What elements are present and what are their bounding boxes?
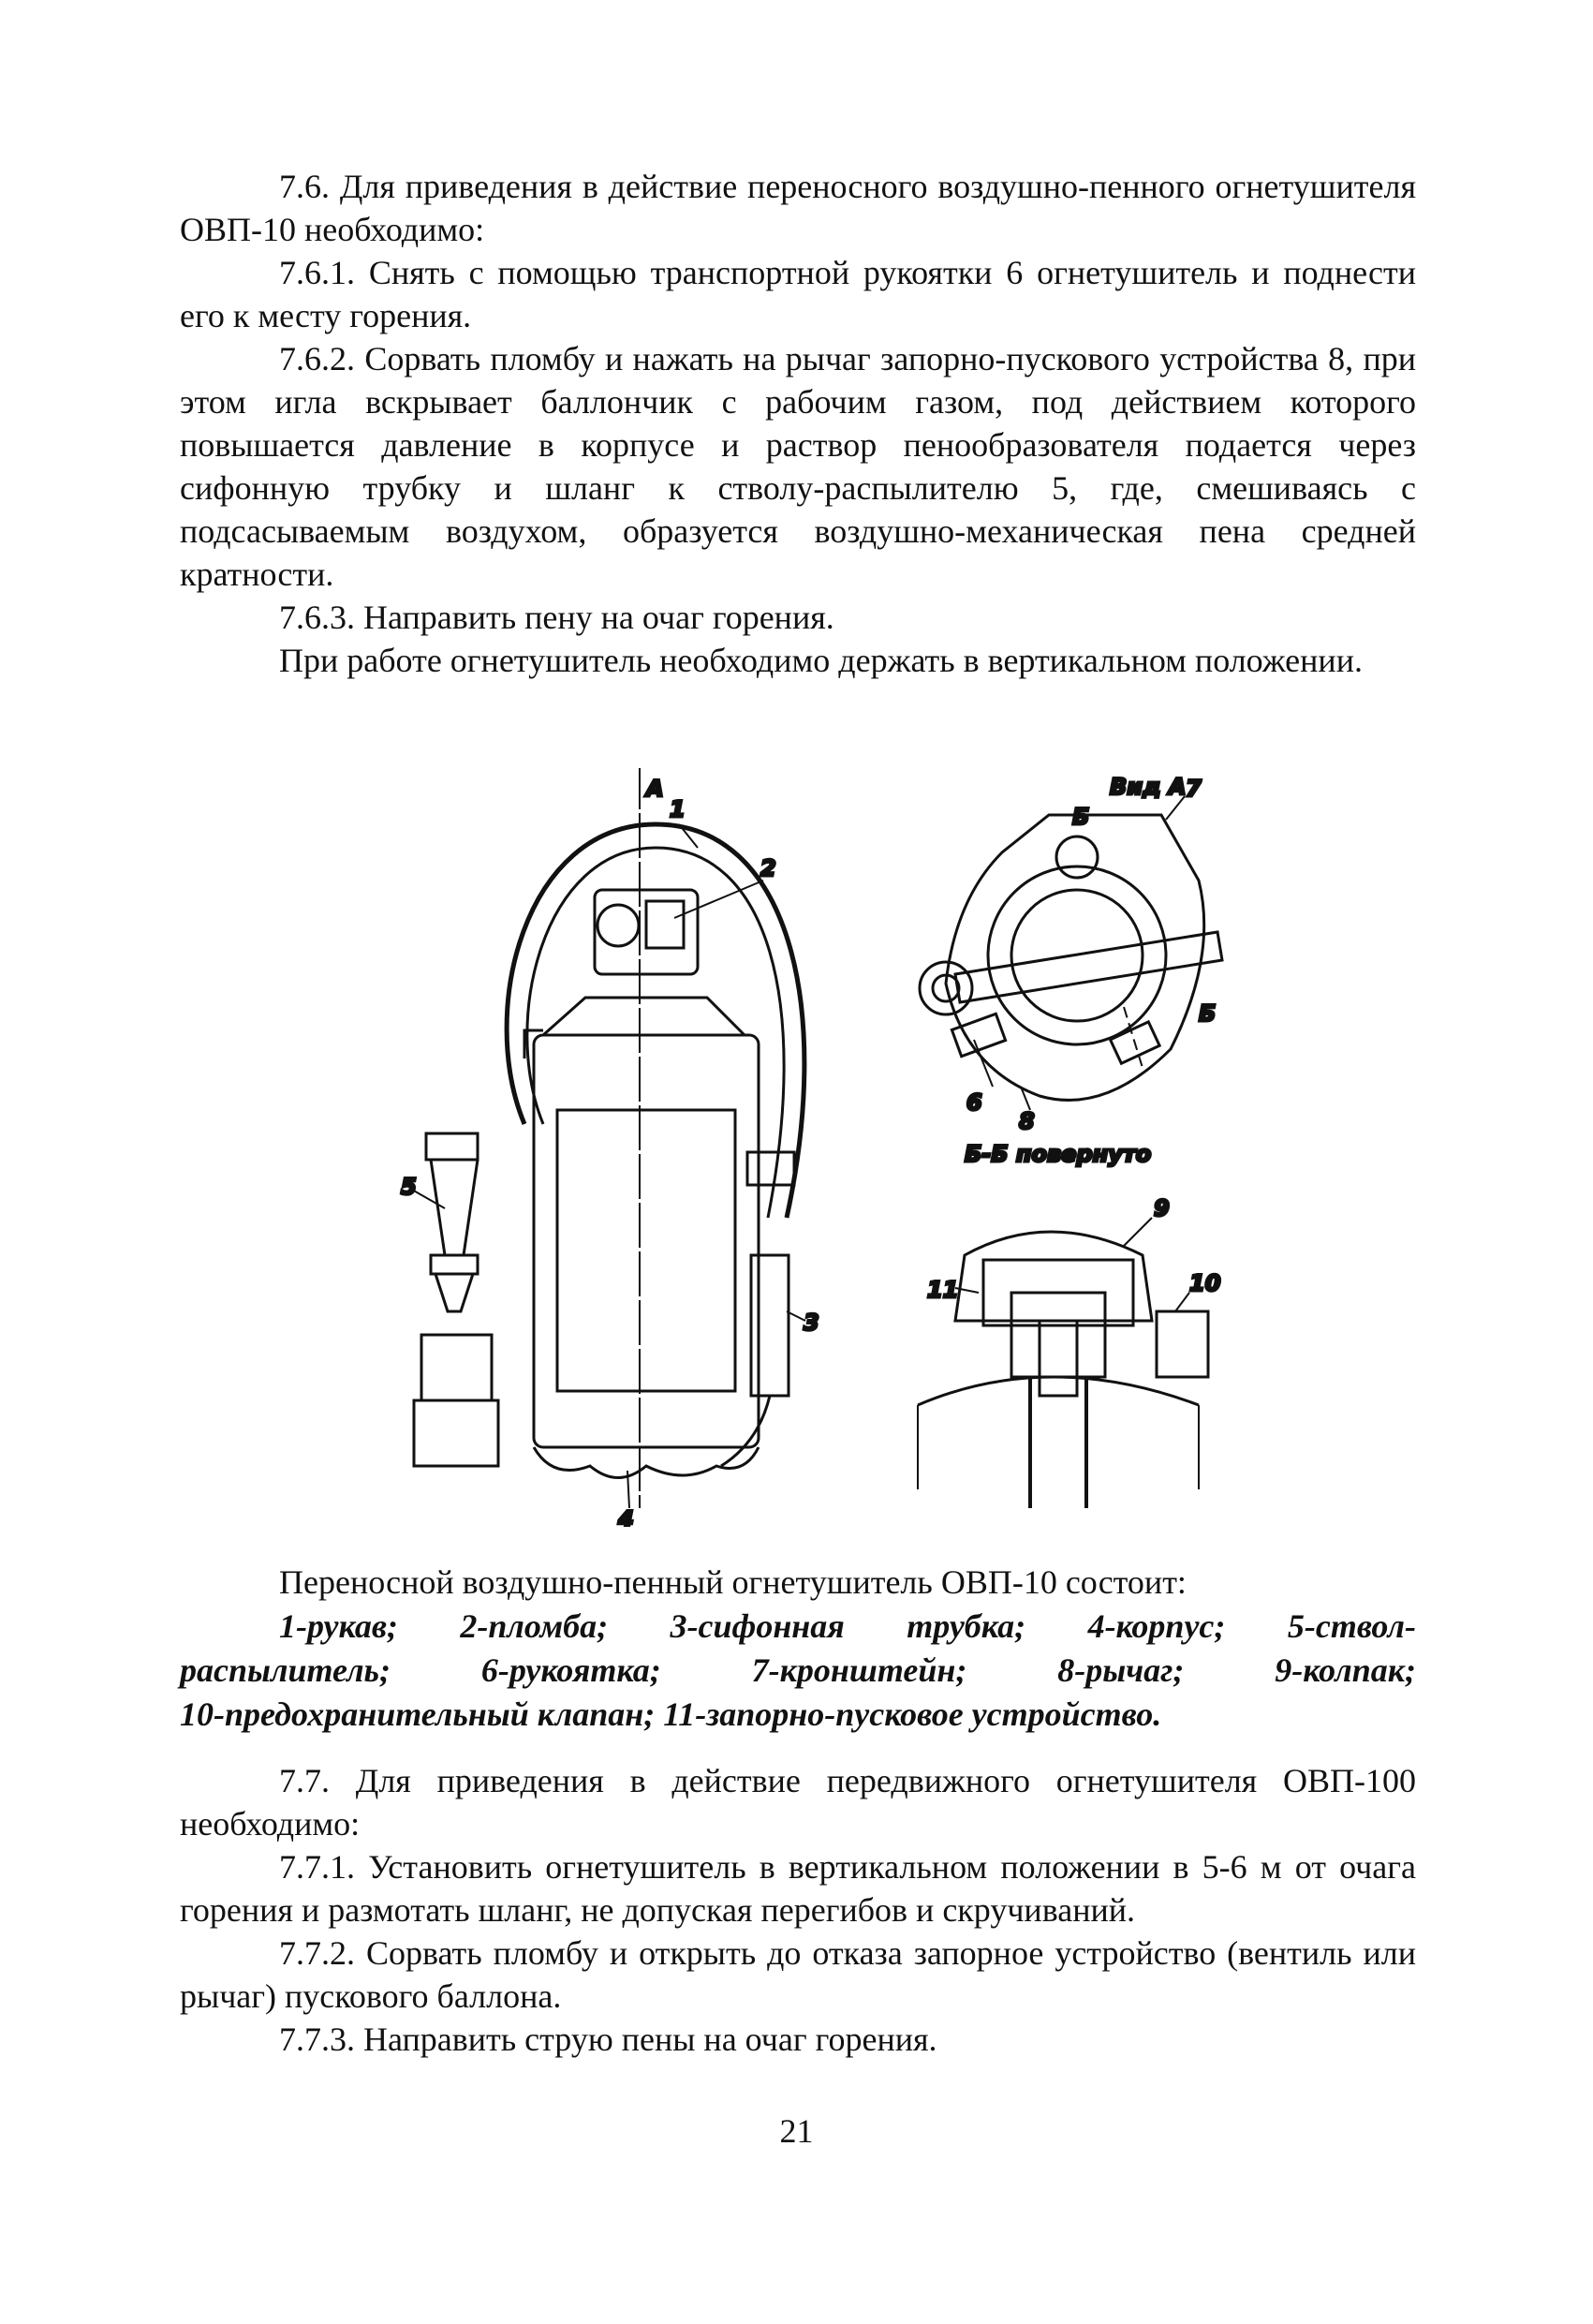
callout-6: 6 xyxy=(966,1089,982,1116)
paragraph-7-6-3: 7.6.3. Направить пену на очаг горения. xyxy=(279,599,834,636)
paragraph-7-6-1: 7.6.1. Снять с помощью транспортной рукоятки 6 огнетушитель и поднести его к месту горения. xyxy=(180,254,1416,334)
paragraph-7-7-2: 7.7.2. Сорвать пломбу и открыть до отказа запорное устройство (вентиль или рычаг) пускового баллона. xyxy=(180,1934,1416,2015)
callout-1: 1 xyxy=(670,796,686,822)
callout-10: 10 xyxy=(1189,1270,1221,1296)
paragraph-7-6-2: 7.6.2. Сорвать пломбу и нажать на рычаг запорно-пускового устройства 8, при этом игла вскрывает баллончик с рабочим газом, под действием которого повышается давление в корпусе и раствор пенообразователя подается через сифонную трубку и шланг к стволу-распылителю 5, где, смешиваясь с подсасываемым воздухом, образуется воздушно-механическая пена средней кратности. xyxy=(180,340,1416,593)
paragraph-7-6: 7.6. Для приведения в действие переносного воздушно-пенного огнетушителя ОВП-10 необходимо: xyxy=(180,168,1416,248)
paragraph-vertical-note: При работе огнетушитель необходимо держать в вертикальном положении. xyxy=(279,642,1363,679)
side-view xyxy=(414,768,804,1508)
section-bb xyxy=(918,1232,1208,1508)
callout-11: 11 xyxy=(927,1277,959,1303)
caption-parts-list xyxy=(180,1605,1416,1737)
paragraph-7-7-1: 7.7.1. Установить огнетушитель в вертикальном положении в 5-6 м от очага горения и размотать шланг, не допуская перегибов и скручиваний. xyxy=(180,1848,1416,1929)
callout-4: 4 xyxy=(618,1506,634,1527)
callout-7: 7 xyxy=(1186,776,1202,802)
view-a xyxy=(920,815,1222,1100)
label-section-bb: Б-Б повернуто xyxy=(965,1141,1152,1167)
extinguisher-drawing xyxy=(393,768,1442,1527)
label-b-side: Б xyxy=(1199,1000,1217,1027)
caption-line-2: распылитель; 6-рукоятка; 7-кронштейн; 8-рычаг; 9-колпак; xyxy=(180,1651,1416,1689)
paragraph-7-7-3: 7.7.3. Направить струю пены на очаг горения. xyxy=(279,2021,937,2058)
page-number: 21 xyxy=(779,2112,814,2150)
section-7-6 xyxy=(180,165,1416,682)
label-b-top: Б xyxy=(1072,804,1090,830)
extinguisher-figure xyxy=(393,768,1442,1527)
figure-caption xyxy=(180,1561,1416,1737)
caption-line-1: 1-рукав; 2-пломба; 3-сифонная трубка; 4-корпус; 5-ствол- xyxy=(279,1607,1416,1645)
label-view-a: Вид А xyxy=(1110,774,1187,800)
caption-title: Переносной воздушно-пенный огнетушитель ОВП-10 состоит: xyxy=(279,1563,1187,1601)
callout-2: 2 xyxy=(760,855,776,881)
callout-3: 3 xyxy=(804,1310,819,1336)
callout-8: 8 xyxy=(1019,1108,1035,1134)
caption-line-3: 10-предохранительный клапан; 11-запорно-пусковое устройство. xyxy=(180,1695,1162,1733)
callout-5: 5 xyxy=(401,1174,417,1200)
section-7-7 xyxy=(180,1759,1416,2061)
callout-9: 9 xyxy=(1154,1195,1170,1221)
label-a: А xyxy=(646,776,664,802)
paragraph-7-7: 7.7. Для приведения в действие передвижного огнетушителя ОВП-100 необходимо: xyxy=(180,1762,1416,1843)
